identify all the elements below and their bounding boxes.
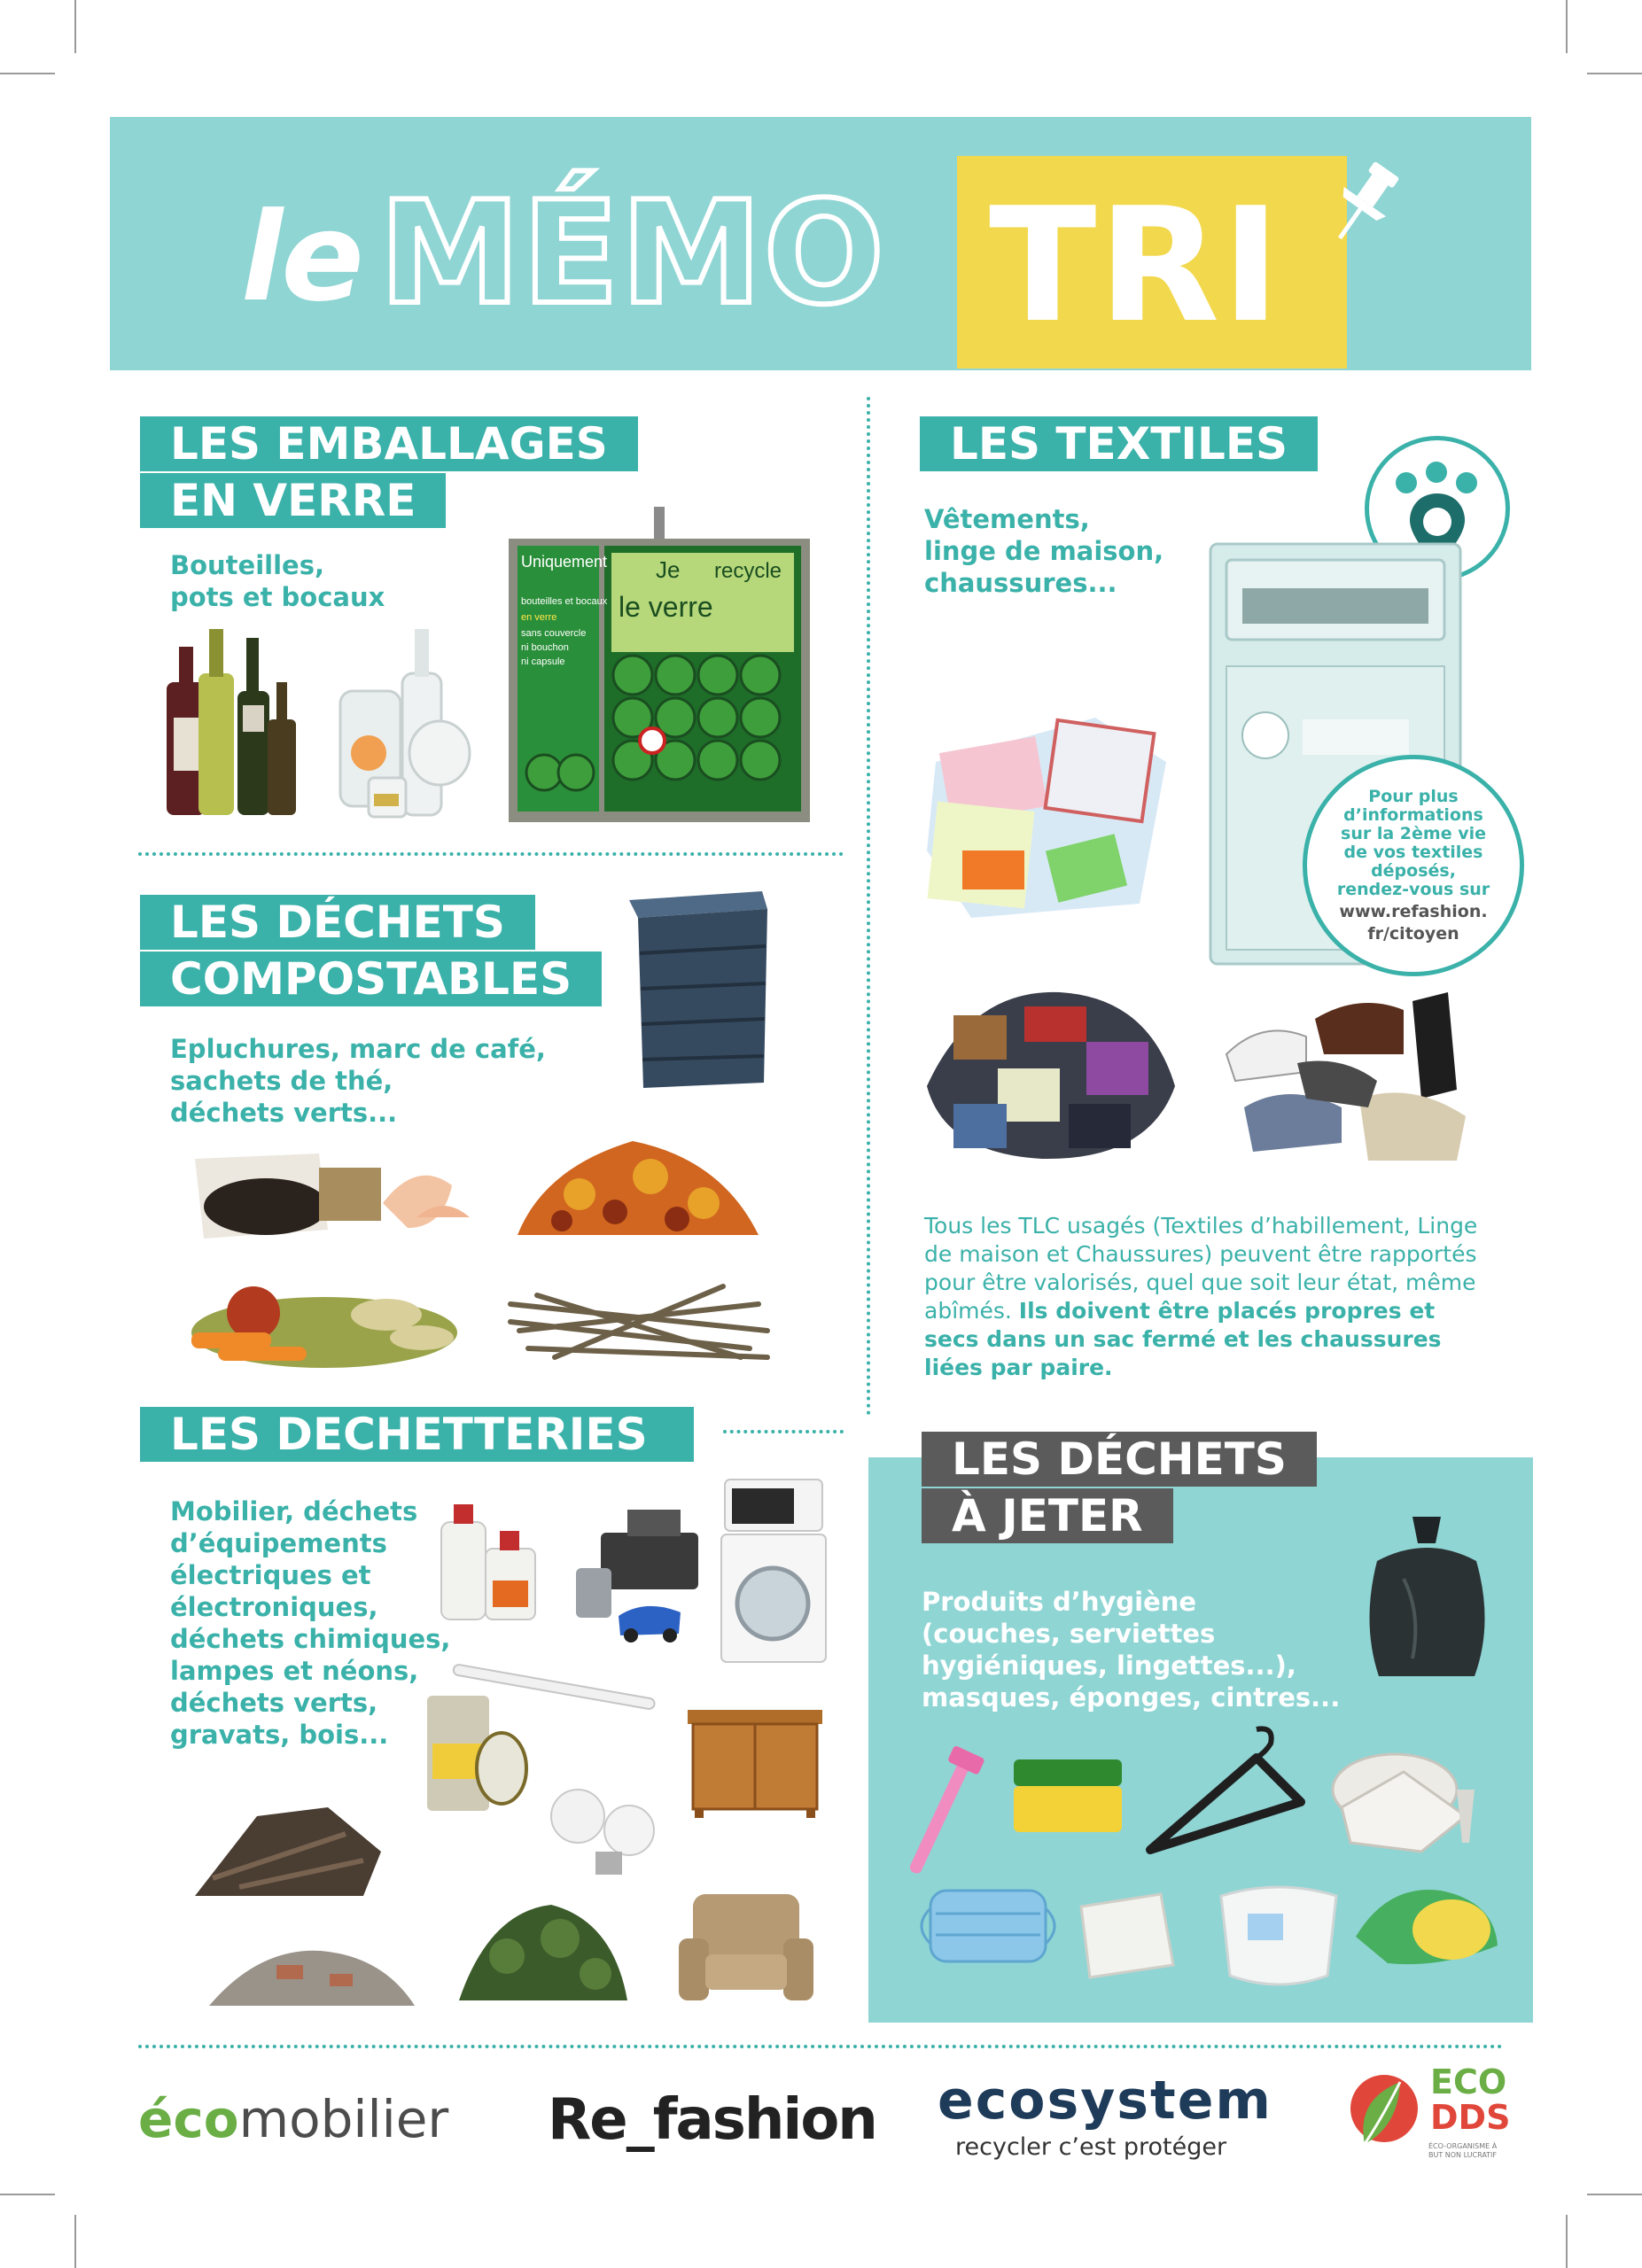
verre-desc-line2: pots et bocaux [170, 582, 385, 612]
coffee-tea-eggshells-image [177, 1141, 479, 1246]
info-text: sur la 2ème vie [1341, 824, 1486, 843]
household-linen-image [918, 709, 1175, 925]
compost-desc-line1: Epluchures, marc de café, [170, 1034, 546, 1064]
textiles-desc-line2: linge de maison, [924, 536, 1164, 566]
textiles-body-normal: Tous les TLC usagés (Textiles d’habillement, Linge de maison et Chaussures) peuvent être rapportés pour être valorisés, quel que soit leur état, même abîmés. [924, 1213, 1478, 1324]
wood-scrap-image [186, 1798, 390, 1901]
sponge-image [1010, 1752, 1125, 1837]
section-title-dechetteries: LES DECHETTERIES [140, 1407, 694, 1462]
dechetteries-desc-line7: déchets verts, [170, 1688, 378, 1718]
textiles-desc-line1: Vêtements, [924, 504, 1090, 534]
shoes-pile-image [1209, 983, 1471, 1169]
info-text: Pour plus [1368, 787, 1459, 806]
title-memo: MÉMO [379, 170, 886, 336]
verre-desc-line1: Bouteilles, [170, 550, 324, 580]
compost-bin-image [620, 882, 771, 1091]
broken-dishes-image [1324, 1736, 1492, 1860]
pushpin-icon [1301, 156, 1416, 253]
chemical-bottles-image [438, 1495, 541, 1621]
autumn-leaves-image [509, 1132, 766, 1240]
crop-mark [0, 2194, 55, 2195]
compost-desc-line2: sachets de thé, [170, 1066, 393, 1096]
face-mask-image [913, 1873, 1063, 1979]
container-side-text: sans couvercle [521, 628, 587, 639]
ecosystem-tagline: recycler c’est protéger [955, 2133, 1227, 2161]
clothes-pile-image [918, 980, 1184, 1162]
info-url[interactable]: www.refashion. [1339, 902, 1488, 921]
container-front-text: Je [656, 556, 681, 583]
info-text: rendez-vous sur [1336, 880, 1490, 899]
dechetteries-desc-line2: d’équipements [170, 1528, 387, 1558]
wipe-image [1072, 1889, 1179, 1981]
refashion-info-bubble [1303, 755, 1524, 976]
title-le: le [241, 186, 362, 329]
container-front-text: le verre [619, 591, 713, 623]
rubble-image [206, 1938, 418, 2009]
crop-mark [1566, 0, 1568, 53]
vegetable-peels-image [174, 1262, 466, 1371]
printer-phone-toy-image [574, 1506, 709, 1648]
glass-bottles-image [156, 620, 493, 824]
razor-image [909, 1742, 980, 1884]
section-divider [138, 852, 844, 856]
info-text: de vos textiles [1343, 843, 1483, 862]
jeter-desc-line4: masques, éponges, cintres... [922, 1682, 1341, 1713]
dechetteries-desc-line3: électriques et [170, 1560, 371, 1590]
dechetteries-desc-line5: déchets chimiques, [170, 1624, 451, 1654]
dechetteries-desc-line8: gravats, bois... [170, 1720, 389, 1750]
section-title-jeter-line1: LES DÉCHETS [922, 1432, 1317, 1487]
wooden-cabinet-image [684, 1706, 826, 1818]
ecomobilier-logo [138, 2089, 448, 2149]
ecodds-logo-text: DDS [1430, 2098, 1511, 2137]
container-side-text: Uniquement [521, 553, 608, 571]
container-side-text: en verre [521, 612, 557, 623]
dechetteries-desc-line6: lampes et néons, [170, 1656, 419, 1686]
microwave-washer-image [720, 1480, 828, 1666]
ecodds-tagline: ÉCO-ORGANISME À BUT NON LUCRATIF [1428, 2142, 1498, 2159]
glass-container-image [509, 507, 810, 826]
section-title-jeter-line2: À JETER [922, 1488, 1173, 1543]
armchair-image [675, 1885, 817, 2009]
textiles-body-text [924, 1212, 1491, 1382]
jeter-desc-line1: Produits d’hygiène [922, 1587, 1197, 1617]
jeter-desc-line2: (couches, serviettes [922, 1619, 1216, 1649]
crop-mark [74, 0, 76, 53]
section-title-verre-line2: EN VERRE [140, 473, 446, 528]
container-side-text: ni capsule [521, 656, 565, 667]
crop-mark [1566, 2215, 1568, 2268]
crop-mark [1587, 73, 1642, 74]
info-text: déposés, [1371, 861, 1456, 881]
green-waste-image [454, 1894, 633, 2008]
section-title-compost-line2: COMPOSTABLES [140, 951, 602, 1006]
container-front-text: recycle [714, 559, 782, 583]
column-divider [867, 397, 870, 1416]
container-side-text: ni bouchon [521, 642, 569, 653]
info-text: d’informations [1343, 805, 1483, 825]
footer-divider [138, 2045, 1503, 2048]
dechetteries-desc-line1: Mobilier, déchets [170, 1496, 418, 1526]
crop-mark [0, 73, 55, 74]
title-tri: TRI [989, 174, 1282, 357]
diaper-image [1212, 1878, 1345, 1993]
ecomobilier-logo-text: mobilier [238, 2089, 449, 2149]
light-bulbs-image [542, 1781, 675, 1884]
section-title-compost-line1: LES DÉCHETS [140, 895, 535, 950]
refashion-logo: Re_fashion [548, 2087, 876, 2153]
ecodds-leaf-icon [1347, 2064, 1421, 2153]
textiles-body-bold: Ils doivent être placés propres et secs dans un sac fermé et les chaussures liées par paire. [924, 1298, 1442, 1380]
container-side-text: bouteilles et bocaux [521, 596, 608, 607]
ecomobilier-logo-text: éco [138, 2089, 239, 2149]
hanger-image [1132, 1717, 1310, 1862]
trash-bag-image [1359, 1508, 1494, 1685]
ecodds-logo-text: ECO [1430, 2062, 1507, 2101]
textiles-desc-line3: chaussures... [924, 568, 1117, 598]
jeter-desc-line3: hygiéniques, lingettes...), [922, 1651, 1296, 1681]
mesh-bag-image [1352, 1875, 1503, 1972]
section-title-verre-line1: LES EMBALLAGES [140, 416, 638, 471]
ecosystem-logo: ecosystem [938, 2070, 1272, 2132]
dechetteries-desc-line4: électroniques, [170, 1592, 378, 1622]
branches-image [502, 1269, 776, 1375]
crop-mark [1587, 2194, 1642, 2195]
paint-cans-image [420, 1687, 535, 1829]
section-divider [723, 1430, 844, 1433]
info-url[interactable]: fr/citoyen [1367, 924, 1459, 944]
compost-desc-line3: déchets verts... [170, 1098, 398, 1128]
section-title-textiles: LES TEXTILES [920, 416, 1318, 471]
crop-mark [74, 2215, 76, 2268]
